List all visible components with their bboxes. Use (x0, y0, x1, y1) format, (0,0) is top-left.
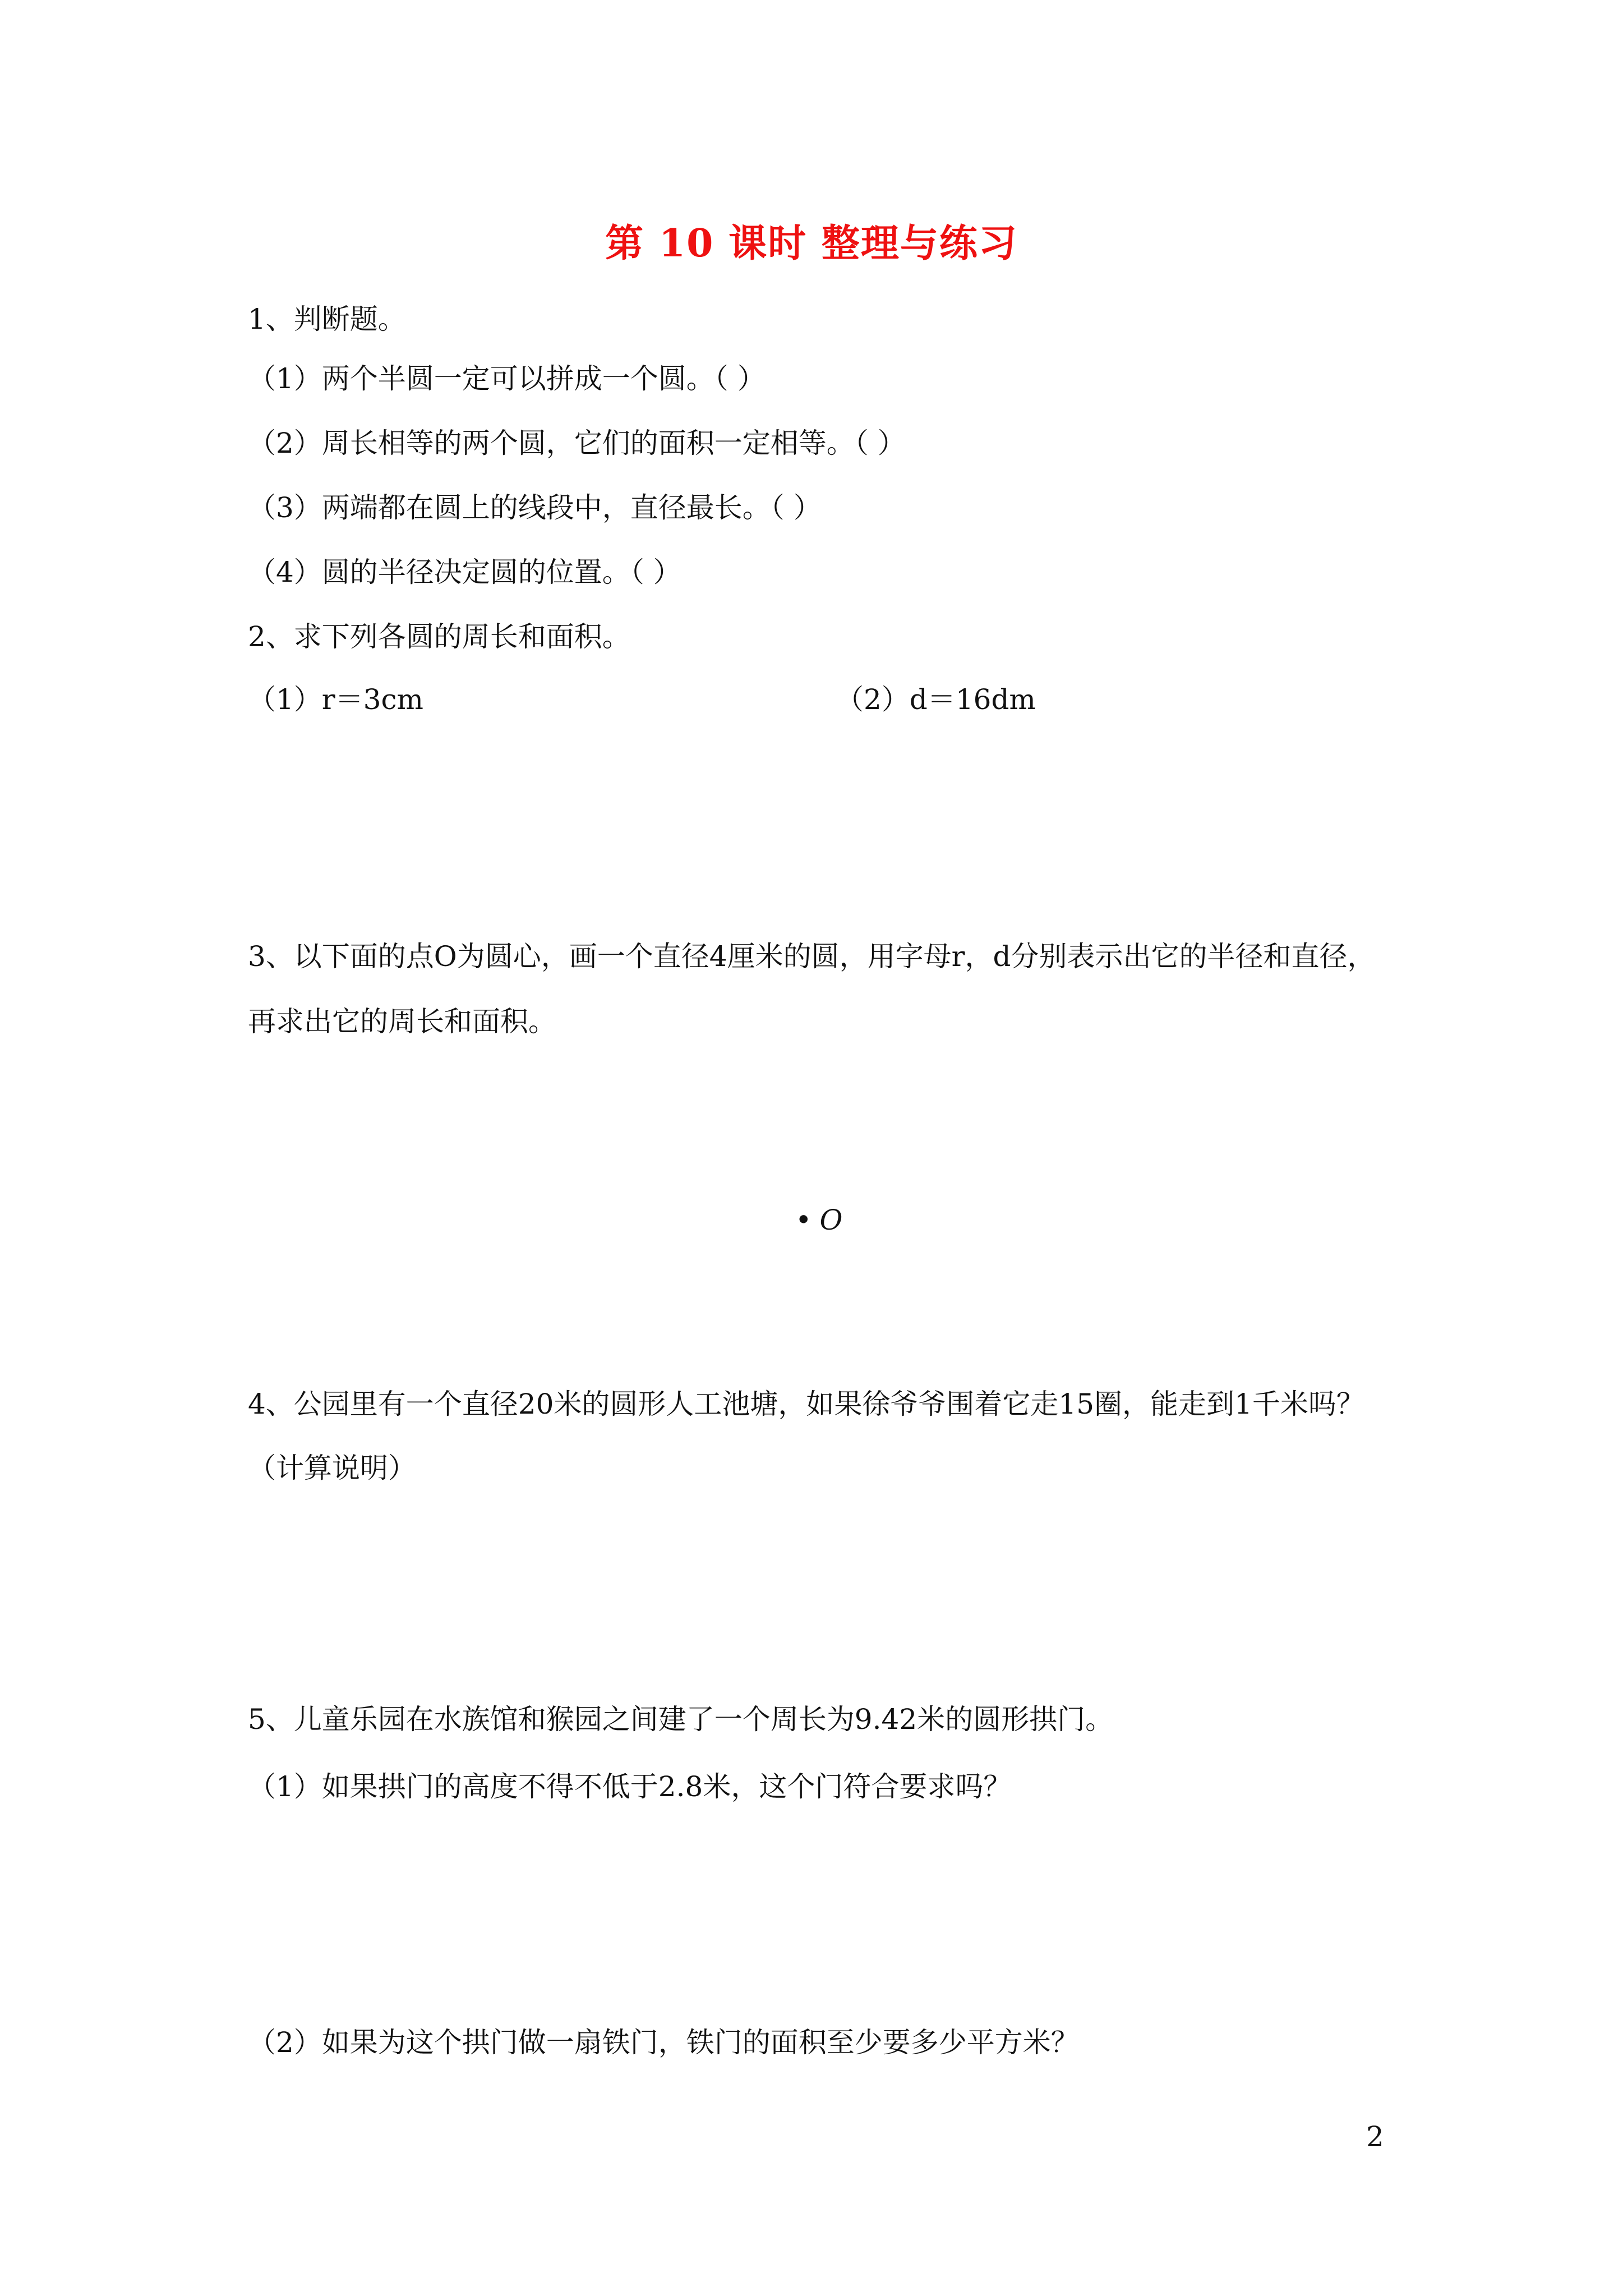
q1-item-1: （1）两个半圆一定可以拼成一个圆。（ ） (248, 362, 766, 395)
page-number: 2 (1366, 2120, 1384, 2153)
q2-part-1: （1）r＝3cm (248, 683, 423, 716)
center-dot: • (795, 1204, 812, 1236)
center-label: O (819, 1204, 843, 1236)
q1-item-4: （4）圆的半径决定圆的位置。（ ） (248, 556, 681, 588)
q1-item-2: （2）周长相等的两个圆，它们的面积一定相等。（ ） (248, 427, 906, 459)
page-title: 第 10 课时 整理与练习 (605, 221, 1018, 266)
q4-line-2: （计算说明） (248, 1452, 416, 1484)
q1-heading: 1、判断题。 (248, 303, 406, 335)
q5-sub-1: （1）如果拱门的高度不得不低于2.8米，这个门符合要求吗？ (248, 1770, 1012, 1803)
q2-heading: 2、求下列各圆的周长和面积。 (248, 620, 630, 653)
q4-line-1: 4、公园里有一个直径20米的圆形人工池塘，如果徐爷爷围着它走15圈，能走到1千米吗？ (248, 1388, 1364, 1420)
q5-heading: 5、儿童乐园在水族馆和猴园之间建了一个周长为9.42米的圆形拱门。 (248, 1703, 1114, 1736)
q3-line-2: 再求出它的周长和面积。 (248, 1005, 556, 1038)
center-point-o (795, 1200, 843, 1240)
q5-sub-2: （2）如果为这个拱门做一扇铁门，铁门的面积至少要多少平方米？ (248, 2026, 1079, 2059)
q2-part-2: （2）d＝16dm (836, 683, 1036, 716)
q3-line-1: 3、以下面的点O为圆心，画一个直径4厘米的圆，用字母r，d分别表示出它的半径和直径， (248, 940, 1376, 973)
q1-item-3: （3）两端都在圆上的线段中，直径最长。（ ） (248, 491, 822, 524)
